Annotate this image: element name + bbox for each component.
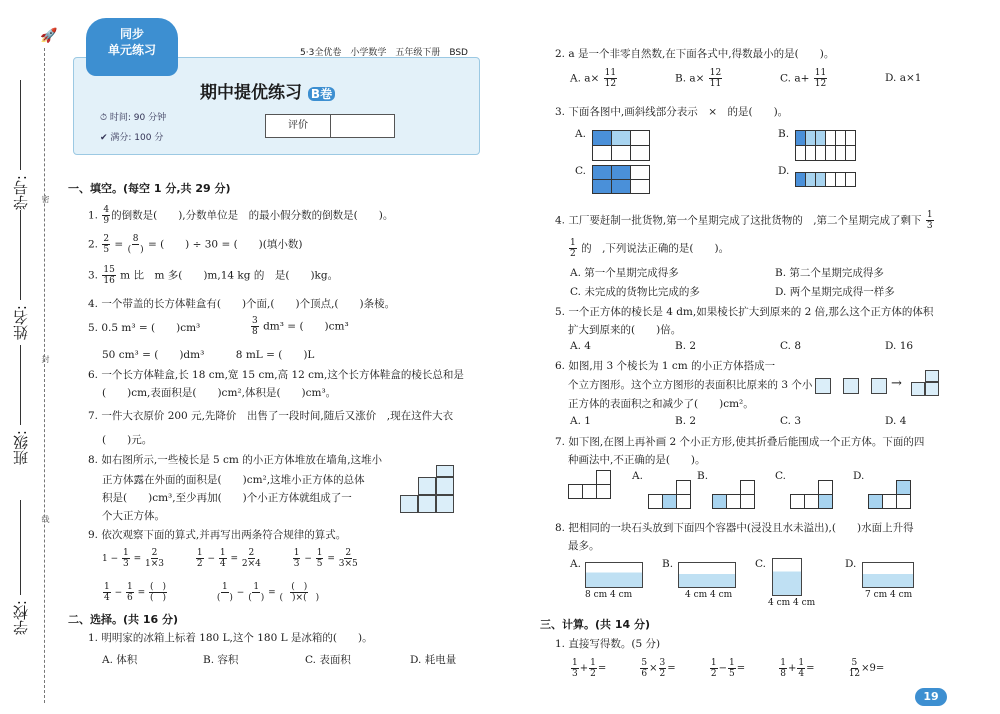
s2-q4a: 4. 工厂要赶制一批货物,第一个星期完成了这批货物的 ,第二个星期完成了剩下 $\frac{1}{3}$ xyxy=(555,210,933,231)
s1-q5b-text: dm³ = ( )cm³ xyxy=(263,320,349,333)
s2-q5-opt-d: D. 16 xyxy=(885,340,914,352)
s2-q3-grid-b xyxy=(795,130,856,161)
s2-q8-label-b: B. xyxy=(662,558,674,570)
binding-strip xyxy=(0,0,60,714)
cut-mark-line: 线 xyxy=(41,515,50,523)
s2-q4-opt-a: A. 第一个星期完成得多 xyxy=(570,267,679,279)
container-c-dims xyxy=(768,598,815,608)
container-b xyxy=(678,562,736,588)
s1-q5b: $\frac{3}{8}$ dm³ = ( )cm³ xyxy=(252,316,349,337)
s2-q2-c-label: C. xyxy=(780,72,791,85)
s2-q4-opt-d: D. 两个星期完成得一样多 xyxy=(775,286,895,298)
badge-line2: 单元练习 xyxy=(107,43,156,57)
s2-q8-label-a: A. xyxy=(570,558,581,570)
s2-q6-opt-c: C. 3 xyxy=(780,415,802,427)
s2-q3-grid-d xyxy=(795,172,856,187)
s2-q5-opt-a: A. 4 xyxy=(570,340,591,352)
s1-q9-blanks: $\frac{1}{4}$ − $\frac{1}{6}$ = $\frac{( )}{( )}$ $\frac{1}{( )}$ − $\frac{1}{( )}$ = $\frac{( )}{( )\times( )}$ xyxy=(104,582,320,603)
s2-q6-opt-d: D. 4 xyxy=(885,415,907,427)
container-a xyxy=(585,562,643,588)
rocket-icon: 🚀 xyxy=(40,28,58,44)
cut-mark-seal: 密 xyxy=(41,195,50,203)
unit-badge xyxy=(86,18,178,76)
s2-q3-label-b: B. xyxy=(778,128,790,140)
s2-q2: 2. a 是一个非零自然数,在下面各式中,得数最小的是( )。 xyxy=(555,48,835,60)
badge-line1: 同步 xyxy=(119,27,144,41)
section1-title: 一、填空。(每空 1 分,共 29 分) xyxy=(68,182,231,195)
s1-q9-formulas: 1 − $\frac{1}{3}$ = $\frac{2}{1\times 3}$ $\frac{1}{2}$ − $\frac{1}{4}$ = $\frac{2}{2\times 4}$ $\frac{1}{3}$ − $\frac{1}{5}$ = $\frac{2}{3\times 5}$ xyxy=(102,548,358,569)
s2-q7a: 7. 如下图,在图上再补画 2 个小正方形,使其折叠后能围成一个正方体。下面的四 xyxy=(555,436,925,448)
container-d-width: 7 cm xyxy=(865,590,888,600)
s2-q2-b-label: B. xyxy=(675,72,687,85)
s2-q7-net-d: D. xyxy=(853,470,865,482)
s1-q8c: 积是( )cm³,至少再加( )个小正方体就组成了一 xyxy=(102,492,352,504)
s1-q6a: 6. 一个长方体鞋盒,长 18 cm,宽 15 cm,高 12 cm,这个长方体鞋盒的棱长总和是 xyxy=(88,369,464,381)
s2-q1-opt-d: D. 耗电量 xyxy=(410,654,457,666)
s2-q1-opt-c: C. 表面积 xyxy=(305,654,351,666)
number-label: 学号: xyxy=(12,175,30,211)
section3-title: 三、计算。(共 14 分) xyxy=(540,618,651,631)
s2-q6c: 正方体的表面积之和减少了( )cm²。 xyxy=(568,398,754,410)
s2-q2-a-label: A. xyxy=(570,72,581,85)
s2-q3-grid-a xyxy=(592,130,650,161)
s2-q2-opt-c: C. a+ $\frac{11}{12}$ xyxy=(780,68,827,89)
s2-q8b: 最多。 xyxy=(568,540,600,552)
time-text: 时间: 90 分钟 xyxy=(109,113,167,123)
volume-badge: B卷 xyxy=(308,87,335,101)
s2-q7b: 种画法中,不正确的是( )。 xyxy=(568,454,706,466)
s2-q2-opt-d: D. a×1 xyxy=(885,72,922,84)
s2-q5b: 扩大到原来的( )倍。 xyxy=(568,324,682,336)
school-underline xyxy=(20,500,21,595)
s2-q8-label-c: C. xyxy=(755,558,766,570)
s1-q1-text: 的倒数是( ),分数单位是 的最小假分数的倒数是( )。 xyxy=(111,209,394,222)
eval-field[interactable] xyxy=(331,115,394,137)
cut-mark-envelope: 封 xyxy=(41,355,50,363)
eval-label: 评价 xyxy=(266,115,331,137)
time-info: ⏱ 时间: 90 分钟 xyxy=(100,113,167,123)
s1-q5c: 50 cm³ = ( )dm³ 8 mL = ( )L xyxy=(102,349,315,361)
number-underline xyxy=(20,80,21,170)
s1-q6b: ( )cm,表面积是( )cm²,体积是( )cm³。 xyxy=(102,387,337,399)
s3-q1: 1. 直接写得数。(5 分) xyxy=(555,638,661,650)
s2-q5a: 5. 一个正方体的棱长是 4 dm,如果棱长扩大到原来的 2 倍,那么这个正方体的体积 xyxy=(555,306,934,318)
s2-q5-opt-c: C. 8 xyxy=(780,340,802,352)
school-label: 学校: xyxy=(12,600,30,636)
s2-q6b: 个立方图形。这个立方图形的表面积比原来的 3 个小 xyxy=(568,379,813,391)
s2-q4a-text: 4. 工厂要赶制一批货物,第一个星期完成了这批货物的 ,第二个星期完成了剩下 xyxy=(555,214,922,227)
container-a-width: 8 cm xyxy=(585,590,608,600)
container-d xyxy=(862,562,914,588)
container-c-depth: 4 cm xyxy=(793,598,816,608)
page-number: 19 xyxy=(915,688,947,706)
s1-q8d: 个大正方体。 xyxy=(102,510,165,522)
container-c-width: 4 cm xyxy=(768,598,791,608)
s1-q8b: 正方体露在外面的面积是( )cm²,这堆小正方体的总体 xyxy=(102,474,365,486)
container-d-depth: 4 cm xyxy=(890,590,913,600)
s2-q6-opt-a: A. 1 xyxy=(570,415,591,427)
s2-q3-label-a: A. xyxy=(575,128,586,140)
container-b-dims xyxy=(685,590,732,600)
stacked-cubes-figure xyxy=(400,465,470,515)
s2-q1: 1. 明明家的冰箱上标着 180 L,这个 180 L 是冰箱的( )。 xyxy=(88,632,373,644)
s2-q2-opt-b: B. a× $\frac{12}{11}$ xyxy=(675,68,722,89)
s3-q1-exercises: $\frac{1}{3}$ + $\frac{1}{2}$ = $\frac{5}{6}$ × $\frac{3}{2}$ = $\frac{1}{2}$ − $\frac{1}{5}$ = $\frac{1}{8}$ + $\frac{1}{4}$ = $\frac{5}{12}$ ×9= xyxy=(572,658,885,679)
s1-q7b: ( )元。 xyxy=(102,434,153,446)
s1-q5a: 5. 0.5 m³ = ( )cm³ xyxy=(88,322,201,334)
container-b-depth: 4 cm xyxy=(710,590,733,600)
name-label: 姓名: xyxy=(12,305,30,341)
s1-q3-text: m 比 m 多( )m,14 kg 的 是( )kg。 xyxy=(120,269,339,282)
page-title xyxy=(200,78,335,103)
s2-q7-net-b: B. xyxy=(697,470,709,482)
name-underline xyxy=(20,210,21,300)
s1-q7a: 7. 一件大衣原价 200 元,先降价 出售了一段时间,随后又涨价 ,现在这件大衣 xyxy=(88,410,454,422)
s2-q4-opt-c: C. 未完成的货物比完成的多 xyxy=(570,286,700,298)
cut-line xyxy=(44,48,45,703)
class-label: 班级: xyxy=(12,430,30,466)
s2-q5-opt-b: B. 2 xyxy=(675,340,697,352)
container-d-dims xyxy=(865,590,912,600)
s2-q2-opt-a: A. a× $\frac{11}{12}$ xyxy=(570,68,617,89)
s2-q8-label-d: D. xyxy=(845,558,857,570)
s2-q8a: 8. 把相同的一块石头放到下面四个容器中(浸没且水未溢出),( )水面上升得 xyxy=(555,522,914,534)
s1-q2: 2. $\frac{2}{5}$ = $\frac{8}{( )}$ = ( ) ÷ 30 = ( )(填小数) xyxy=(88,234,303,255)
s2-q4-opt-b: B. 第二个星期完成得多 xyxy=(775,267,884,279)
series-info: 5·3全优卷 小学数学 五年级下册 BSD xyxy=(300,48,468,58)
s2-q7-net-c: C. xyxy=(775,470,786,482)
class-underline xyxy=(20,345,21,425)
s1-q9: 9. 依次观察下面的算式,并再写出两条符合规律的算式。 xyxy=(88,529,347,541)
s2-q3-label-d: D. xyxy=(778,165,790,177)
s2-q6-cubes-figure xyxy=(815,370,950,400)
s2-q3-grid-c xyxy=(592,165,650,194)
title-text: 期中提优练习 xyxy=(200,83,302,103)
s2-q6a: 6. 如图,用 3 个棱长为 1 cm 的小正方体搭成一 xyxy=(555,360,776,372)
container-b-width: 4 cm xyxy=(685,590,708,600)
arrow-right-icon: → xyxy=(891,376,902,391)
section2-title: 二、选择。(共 16 分) xyxy=(68,613,179,626)
s2-q3-label-c: C. xyxy=(575,165,586,177)
s2-q7-net-a: A. xyxy=(632,470,643,482)
container-c xyxy=(772,558,802,596)
container-a-dims xyxy=(585,590,632,600)
s2-q1-opt-a: A. 体积 xyxy=(102,654,138,666)
s1-q4: 4. 一个带盖的长方体鞋盒有( )个面,( )个顶点,( )条棱。 xyxy=(88,298,396,310)
score-text: 满分: 100 分 xyxy=(110,133,164,143)
s2-q3: 3. 下面各图中,画斜线部分表示 × 的是( )。 xyxy=(555,106,789,118)
container-a-depth: 4 cm xyxy=(610,590,633,600)
evaluation-box xyxy=(265,114,395,138)
s1-q1: 1. $\frac{4}{9}$ 的倒数是( ),分数单位是 的最小假分数的倒数是( )。 xyxy=(88,205,394,226)
s2-q4b-text: 的 ,下列说法正确的是( )。 xyxy=(581,242,730,255)
s2-q4b: $\frac{1}{2}$ 的 ,下列说法正确的是( )。 xyxy=(570,238,730,259)
s2-q6-opt-b: B. 2 xyxy=(675,415,697,427)
s1-q2-text: = ( ) ÷ 30 = ( )(填小数) xyxy=(147,238,303,251)
s1-q8a: 8. 如右图所示,一些棱长是 5 cm 的小正方体堆放在墙角,这堆小 xyxy=(88,454,383,466)
s1-q3: 3. $\frac{15}{16}$ m 比 m 多( )m,14 kg 的 是( )kg。 xyxy=(88,265,339,286)
s2-q1-opt-b: B. 容积 xyxy=(203,654,239,666)
score-info: ✔ 满分: 100 分 xyxy=(100,133,164,143)
